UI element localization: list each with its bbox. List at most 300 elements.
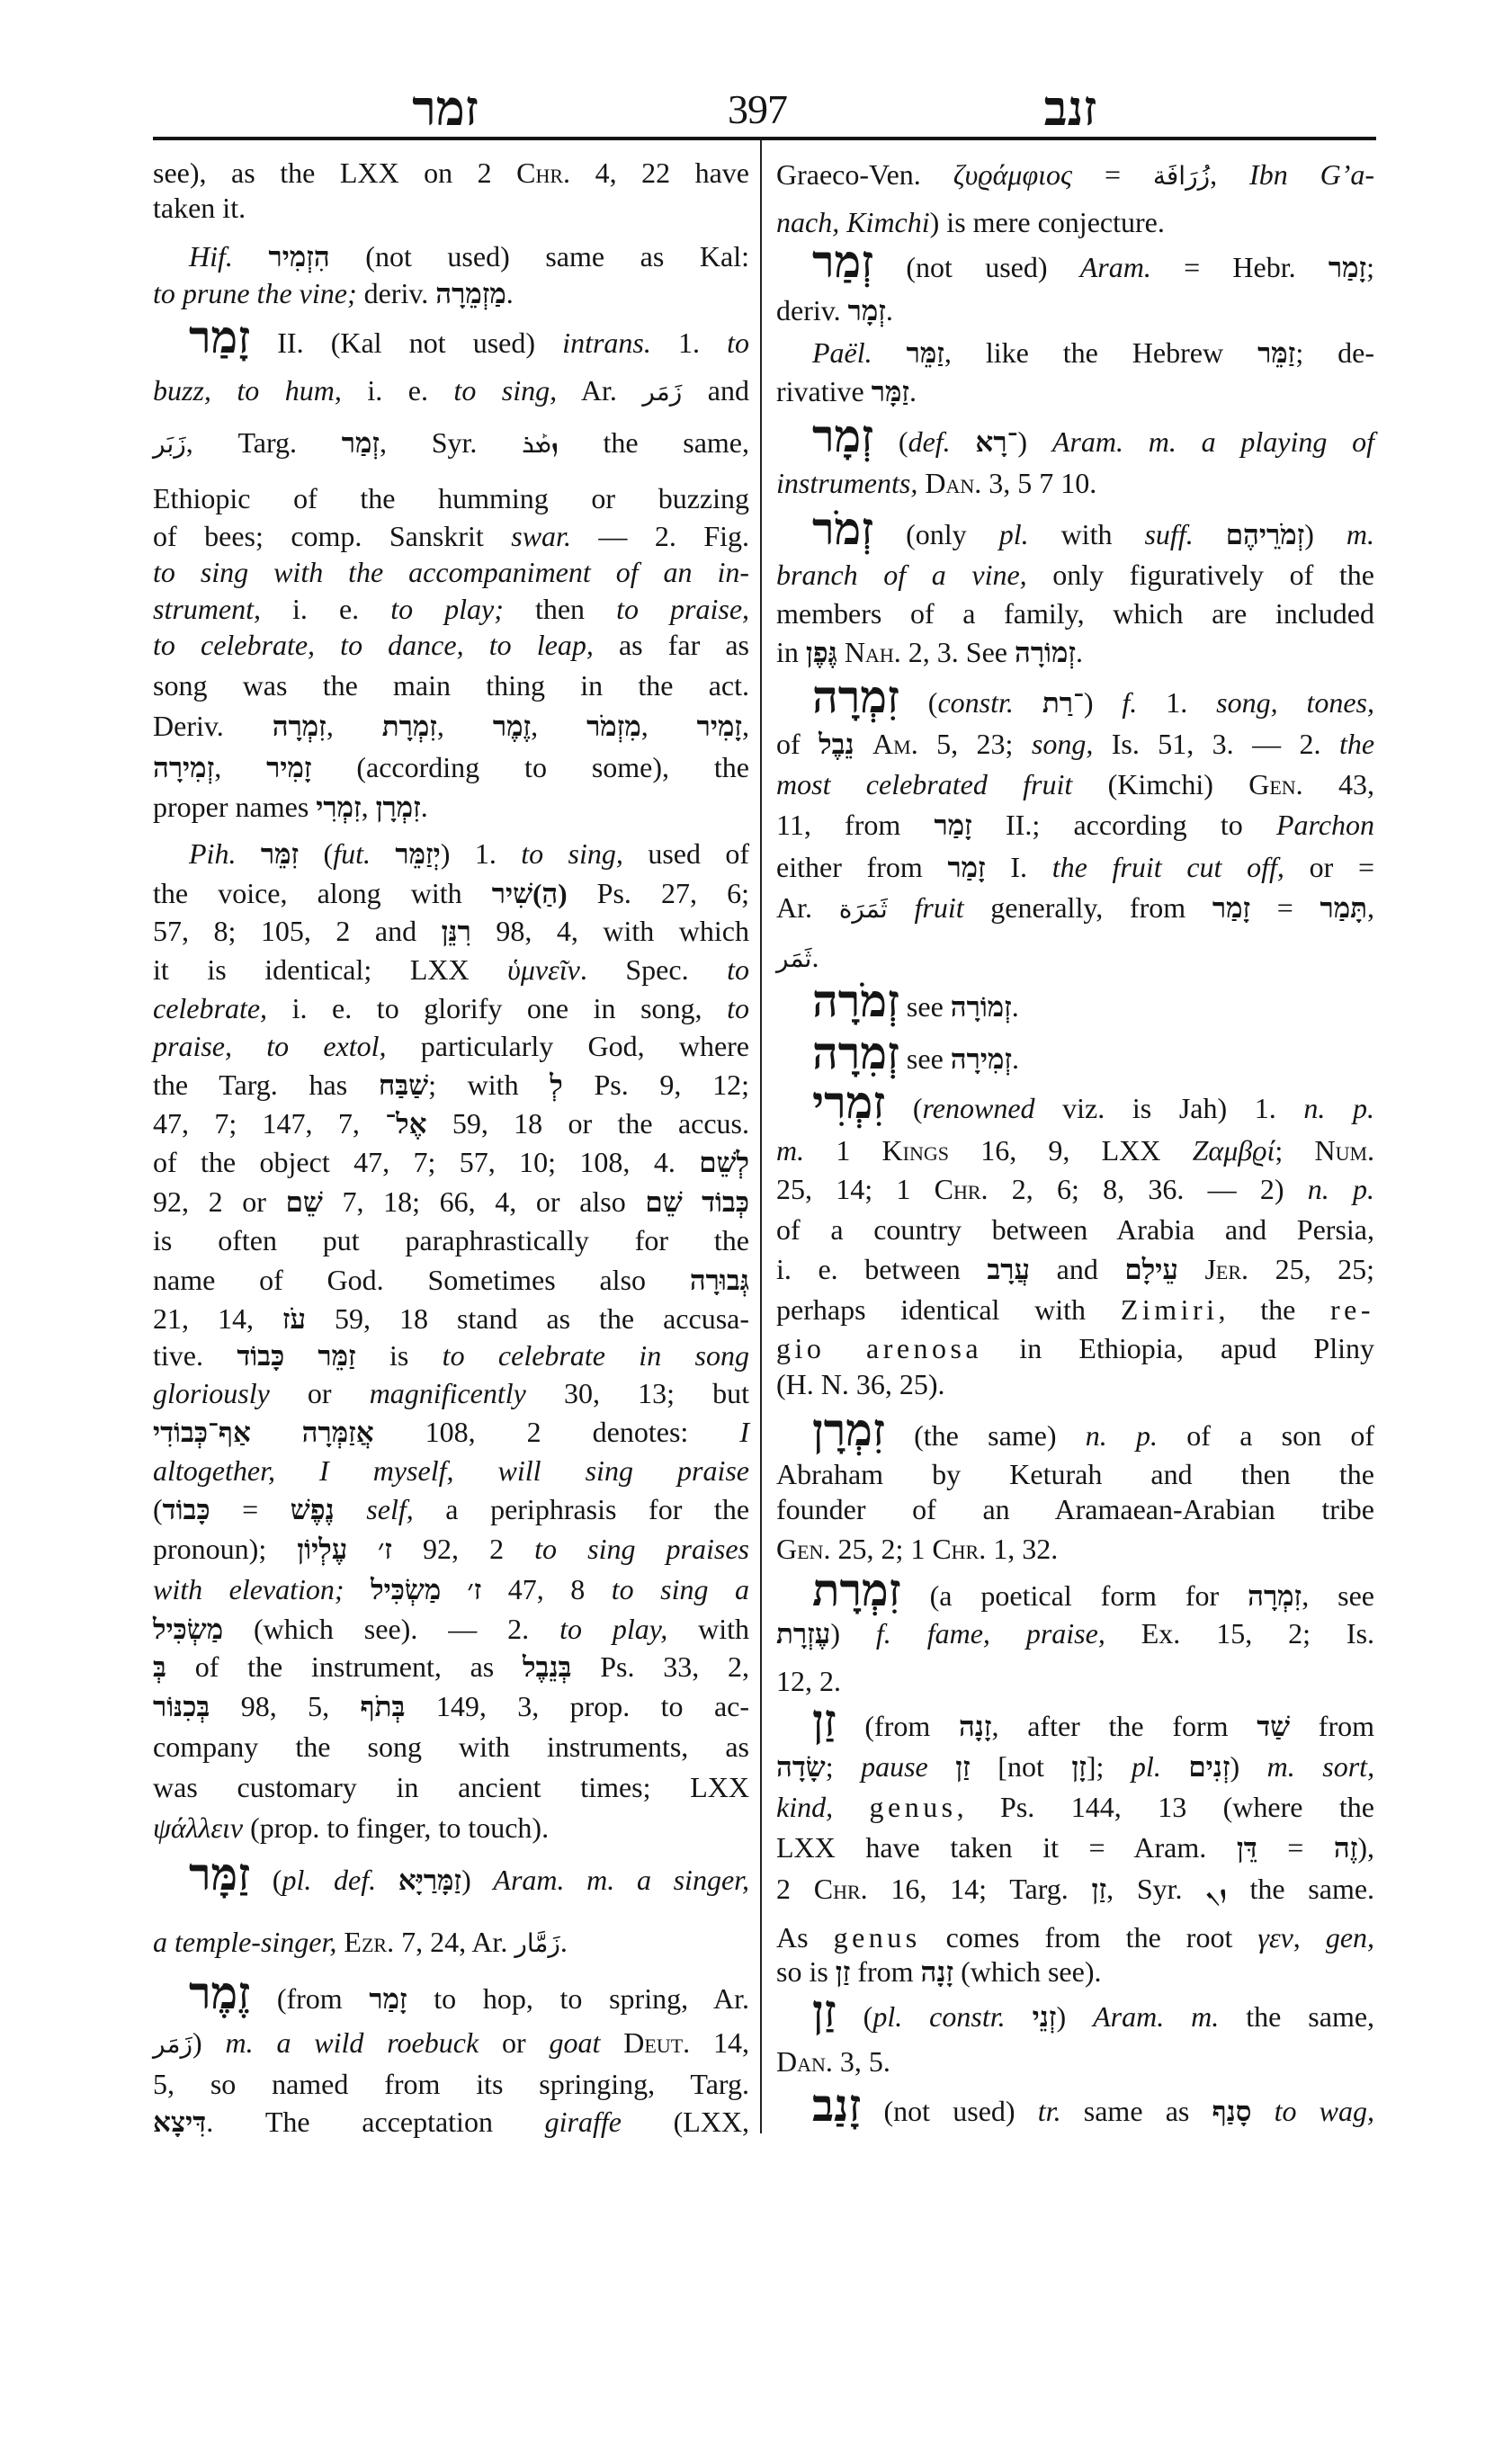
text-run: see xyxy=(899,1042,951,1075)
hebrew-word: זָמַר xyxy=(369,1983,407,2015)
text-run: is xyxy=(355,1339,443,1372)
text-run: . xyxy=(1011,990,1019,1023)
italic-run: Pih. xyxy=(189,837,237,870)
hebrew-word: זָמִיר xyxy=(696,711,743,742)
text-run: to hop, to spring, Ar. xyxy=(407,1982,750,2015)
italic-run: to sing a xyxy=(611,1573,750,1605)
hebrew-word: מִזְמֹר xyxy=(586,711,641,742)
hebrew-word: זַמָּרַיָּא xyxy=(398,1864,462,1896)
italic-run: Ibn G’a- xyxy=(1249,158,1375,191)
text-run: . The acceptation xyxy=(206,2106,545,2138)
text-run xyxy=(888,891,915,924)
text-run: , xyxy=(1210,158,1250,191)
text-line xyxy=(153,834,749,873)
text-run: of the instrument, as xyxy=(166,1650,523,1683)
hebrew-word: זַמֵּר כָּבוֹד xyxy=(237,1340,356,1372)
text-run: (from xyxy=(250,1982,370,2015)
italic-run: to sing, xyxy=(521,837,623,870)
syriac-word: ܙܡܰܪ xyxy=(522,429,559,459)
text-run: (which see). — 2. xyxy=(223,1613,560,1645)
text-line xyxy=(153,2064,749,2104)
italic-run: to play; xyxy=(390,593,504,625)
text-run: [not xyxy=(970,1750,1072,1783)
text-run: ( xyxy=(873,425,908,458)
italic-run: m. sort, xyxy=(1266,1750,1375,1783)
text-run: LXX have taken it = Aram. xyxy=(776,1831,1237,1864)
text-line xyxy=(153,516,749,556)
hebrew-word: זָמַר xyxy=(934,809,972,841)
text-run: ; xyxy=(1366,251,1374,283)
text-run xyxy=(371,837,395,870)
text-line xyxy=(153,625,749,665)
italic-run: pause xyxy=(861,1750,928,1783)
text-run xyxy=(1161,1750,1189,1783)
text-line xyxy=(153,988,749,1028)
text-run: , Syr. xyxy=(380,426,523,459)
hebrew-word: זִמְרָת xyxy=(381,711,437,742)
text-line xyxy=(153,423,749,462)
text-run: , like the Hebrew xyxy=(944,336,1258,369)
arabic-word: ثَمَرَة xyxy=(838,894,888,924)
text-run: was customary in ancient times; LXX xyxy=(153,1771,749,1803)
text-line xyxy=(153,1727,749,1766)
arabic-word: زَمَّار xyxy=(514,1928,560,1958)
hebrew-word: בְּכִנּוֹר xyxy=(153,1691,210,1722)
text-run: (prop. to finger, to touch). xyxy=(243,1811,550,1844)
text-run: II.; according to xyxy=(971,809,1276,841)
italic-run: instruments, xyxy=(776,467,918,499)
italic-run: the xyxy=(1338,728,1375,760)
text-run: II. (Kal not used) xyxy=(250,326,563,359)
text-run: song was the main thing in the act. xyxy=(153,669,749,702)
text-run: (LXX, xyxy=(621,2106,749,2138)
text-run: tive. xyxy=(153,1339,237,1372)
italic-run: gloriously xyxy=(153,1377,270,1409)
text-run: . 3, 5 7 10. xyxy=(974,467,1097,499)
hebrew-word: זֶה xyxy=(1333,1832,1358,1864)
hebrew-word: זִמְרָן xyxy=(375,791,421,823)
text-run: . 2, 6; 8, 36. — 2) xyxy=(980,1173,1308,1205)
text-run: ( xyxy=(899,686,938,719)
text-run: in Ethiopia, apud Pliny xyxy=(982,1332,1374,1364)
text-run: perhaps identical with xyxy=(776,1293,1121,1326)
text-run: see), as the LXX on 2 xyxy=(153,156,517,189)
text-line xyxy=(776,1529,1374,1569)
italic-run: to sing with the accompaniment of an in- xyxy=(153,556,749,588)
text-run: — 2. Fig. xyxy=(570,520,750,552)
text-run: or xyxy=(479,2026,550,2059)
hebrew-word: זְמָר xyxy=(847,295,886,326)
hebrew-word: זָמִיר xyxy=(266,752,312,783)
text-run: 47, 8 xyxy=(481,1573,612,1605)
hebrew-word: זְמַר xyxy=(341,427,380,459)
text-run: 1 xyxy=(804,1134,882,1167)
text-line xyxy=(776,632,1374,672)
text-run xyxy=(1014,686,1042,719)
hebrew-word: נֶפֶשׁ xyxy=(290,1494,335,1525)
syriac-word: ܙܢ xyxy=(1205,1875,1227,1905)
text-run: , xyxy=(436,710,493,742)
entry-line xyxy=(153,1968,750,2018)
text-line xyxy=(776,847,1374,887)
arabic-word: زُرَافَة xyxy=(1152,161,1211,191)
text-line xyxy=(776,155,1374,194)
headword: זַמָּר xyxy=(189,1849,251,1900)
text-run: from xyxy=(850,1955,921,1988)
text-run: . 16, 14; Targ. xyxy=(860,1873,1092,1905)
entry-line xyxy=(776,504,1375,554)
text-run: see xyxy=(899,990,951,1023)
text-run: = Hebr. xyxy=(1150,251,1329,283)
italic-run: to play, xyxy=(559,1613,668,1645)
guide-word-left: זמר xyxy=(412,82,479,136)
text-run xyxy=(233,240,269,273)
text-line xyxy=(776,765,1374,804)
text-run: comes from the root xyxy=(920,1921,1258,1954)
text-run: (not used) same as Kal: xyxy=(329,240,750,273)
text-run: . 1, 32. xyxy=(979,1533,1059,1565)
hebrew-word: מַשְׂכִּיל xyxy=(153,1614,224,1645)
italic-run: Parchon xyxy=(1276,809,1375,841)
text-run: = xyxy=(1257,1831,1334,1864)
text-run: , Ps. 144, 13 (where the xyxy=(956,1791,1375,1823)
hebrew-word: זְמוֹרָה xyxy=(950,991,1012,1023)
entry-line xyxy=(776,672,1375,722)
text-run: Ps. 33, 2, xyxy=(571,1650,750,1683)
text-run: . xyxy=(559,1926,568,1958)
hebrew-word: זְמוֹרָה xyxy=(1014,637,1076,668)
italic-run: constr. xyxy=(937,686,1014,719)
text-run xyxy=(872,336,907,369)
text-run: = xyxy=(1250,891,1320,924)
italic-run: goat xyxy=(549,2026,601,2059)
text-run: . 14, xyxy=(683,2026,750,2059)
text-run: it is identical; LXX xyxy=(153,953,508,986)
hebrew-word: זָנָה xyxy=(920,1956,954,1988)
text-run: Ps. 27, 6; xyxy=(567,877,750,909)
hebrew-word: זָמַר xyxy=(1328,252,1367,283)
hebrew-word: זְמֹרֵיהֶם xyxy=(1225,519,1305,550)
text-line xyxy=(776,888,1374,927)
hebrew-word: שַׁד xyxy=(1257,1711,1291,1742)
text-line xyxy=(776,1661,1374,1701)
text-run: the same, xyxy=(1219,2000,1375,2033)
text-line xyxy=(776,1210,1374,1249)
greek-word: ζυϱάμφιος xyxy=(953,158,1073,191)
spaced-run: re- xyxy=(1330,1293,1375,1326)
text-run: ; xyxy=(1275,1134,1315,1167)
text-run: (from xyxy=(836,1710,959,1742)
text-line xyxy=(776,1869,1374,1909)
text-line xyxy=(776,333,1374,372)
entry-line xyxy=(776,411,1374,461)
text-line xyxy=(776,291,1374,330)
text-run: ) xyxy=(1304,518,1346,550)
text-run: taken it. xyxy=(153,192,246,224)
text-run: , xyxy=(640,710,697,742)
text-run: 149, 3, prop. to ac- xyxy=(405,1690,750,1722)
italic-run: pl. def. xyxy=(282,1864,377,1896)
text-line xyxy=(776,937,1374,977)
entry-line xyxy=(776,1986,1375,2036)
text-run: , Syr. xyxy=(1106,1873,1206,1905)
text-run: and xyxy=(1030,1253,1125,1285)
book-abbrev: Dan xyxy=(925,467,975,499)
hebrew-word: זָנָה xyxy=(958,1711,992,1742)
hebrew-word: דִּיצָא xyxy=(153,2106,207,2138)
text-run: ) xyxy=(1056,2000,1094,2033)
headword: זִמְרָן xyxy=(812,1405,885,1455)
arabic-word: زَمَر xyxy=(153,2029,192,2059)
text-run: . xyxy=(908,375,917,407)
hebrew-word: זָמַר xyxy=(947,852,986,883)
text-run: 59, 18 or the accus. xyxy=(426,1107,750,1140)
text-run: 12, 2. xyxy=(776,1665,841,1697)
hebrew-word: רִנֵּן xyxy=(441,916,471,947)
text-line xyxy=(776,371,1374,411)
hebrew-word: אֲזַמְּרָה אַף־כְּבוֹדִי xyxy=(153,1417,374,1448)
italic-run: Aram. m. a singer, xyxy=(493,1864,750,1896)
italic-run: f. xyxy=(1122,686,1138,719)
text-run: i. e. xyxy=(341,374,454,407)
text-run: , xyxy=(214,751,267,783)
text-run: (a poetical form for xyxy=(900,1579,1248,1612)
text-run xyxy=(833,1791,869,1823)
text-run: ]; xyxy=(1086,1750,1132,1783)
italic-run: fut. xyxy=(333,837,371,870)
greek-word: γεν xyxy=(1257,1921,1293,1954)
headword: זַן xyxy=(812,1986,837,2036)
italic-run: to xyxy=(727,992,749,1024)
headword: זַן xyxy=(812,1695,837,1746)
italic-run: m. xyxy=(776,1134,805,1167)
headword: זְמִרָה xyxy=(812,1028,899,1078)
italic-run: n. p. xyxy=(1307,1173,1375,1205)
book-abbrev: Ezr xyxy=(344,1926,388,1958)
text-run: ; de- xyxy=(1295,336,1375,369)
text-run: 7, 18; 66, 4, or also xyxy=(322,1185,646,1218)
text-run: , see xyxy=(1302,1579,1375,1612)
text-run: deriv. xyxy=(356,277,436,309)
hebrew-word: כְּבוֹד שֵׁם xyxy=(645,1186,750,1218)
italic-run: to celebrate, to dance, to leap, xyxy=(153,629,594,661)
text-run: (the same) xyxy=(884,1419,1086,1452)
text-line xyxy=(153,1609,749,1649)
text-run xyxy=(1251,2095,1274,2127)
text-run: , the xyxy=(1218,1293,1331,1326)
hebrew-word: ז׳ עֶלְיוֹן xyxy=(297,1533,392,1565)
italic-run: tr. xyxy=(1037,2095,1061,2127)
text-line xyxy=(776,1290,1374,1329)
text-run: . 25, 25; xyxy=(1241,1253,1374,1285)
text-run: and xyxy=(682,374,749,407)
text-run: the same. xyxy=(1226,1873,1375,1905)
greek-word: ὑμνεῖν xyxy=(507,953,580,986)
text-run: i. e. xyxy=(261,593,391,625)
text-run: ( xyxy=(299,837,334,870)
text-run: then xyxy=(503,593,617,625)
text-line xyxy=(153,1808,749,1847)
hebrew-word: עֹז xyxy=(282,1303,307,1335)
text-run: of a country between Arabia and Persia, xyxy=(776,1213,1374,1246)
headword: זָנַב xyxy=(812,2080,862,2131)
text-line xyxy=(153,237,749,276)
book-abbrev: Chr xyxy=(934,1173,981,1205)
text-run: . xyxy=(1367,1134,1375,1167)
hebrew-word: זִמְרָה xyxy=(1248,1580,1302,1612)
hebrew-word: שָׂדָה xyxy=(776,1751,826,1783)
headword: זְמֹרָה xyxy=(812,976,899,1026)
hebrew-word: זְמִירָה xyxy=(153,752,215,783)
italic-run: to xyxy=(727,326,750,359)
text-run: rivative xyxy=(776,375,872,407)
italic-run: to praise, xyxy=(616,593,750,625)
book-abbrev: Am xyxy=(872,728,911,760)
text-run: the voice, along with xyxy=(153,877,492,909)
book-abbrev: Chr xyxy=(932,1533,980,1565)
headword: זֶמֶר xyxy=(189,1968,251,2018)
text-run: , xyxy=(361,791,376,823)
book-abbrev: Jer xyxy=(1204,1253,1242,1285)
text-line xyxy=(153,1182,749,1221)
text-run: 98, 4, with which xyxy=(470,915,750,947)
text-line xyxy=(153,1922,749,1962)
hebrew-word: זֶמֶר xyxy=(492,711,532,742)
entry-line xyxy=(153,1849,750,1900)
hebrew-word: זַן xyxy=(835,1956,851,1988)
text-run: 59, 18 stand as the accusa- xyxy=(306,1302,750,1335)
text-run: Ps. 9, 12; xyxy=(562,1069,750,1101)
text-run: , xyxy=(531,710,587,742)
book-abbrev: Gen xyxy=(1248,768,1296,800)
hebrew-word: לְ xyxy=(550,1069,563,1101)
hebrew-word: גֶּפֶן xyxy=(805,637,837,668)
entry-line xyxy=(776,1565,1375,1615)
text-run: 30, 13; but xyxy=(525,1377,750,1409)
hebrew-word: שֵׁם xyxy=(285,1186,323,1218)
italic-run: suff. xyxy=(1144,518,1194,550)
text-run: (which see). xyxy=(953,1955,1102,1988)
text-run: 2 xyxy=(776,1873,814,1905)
text-line xyxy=(776,1454,1374,1494)
text-run: ) xyxy=(461,1864,494,1896)
arabic-word: زَمَر xyxy=(642,377,683,407)
spaced-run: Zimiri xyxy=(1120,1293,1219,1326)
italic-run: Aram. m. a playing of xyxy=(1051,425,1374,458)
text-run xyxy=(1178,1253,1205,1285)
text-run: 108, 2 denotes: xyxy=(373,1416,740,1448)
hebrew-word: עֶזְרָת xyxy=(776,1618,831,1650)
text-run: , xyxy=(326,710,382,742)
text-run: . xyxy=(1076,636,1083,668)
italic-run: pl. xyxy=(1131,1750,1161,1783)
text-run: (only xyxy=(873,518,999,550)
text-line xyxy=(776,1614,1374,1653)
text-line xyxy=(153,1299,749,1338)
text-run: members of a family, which are included xyxy=(776,597,1374,630)
text-line xyxy=(153,1260,749,1300)
text-run xyxy=(837,636,845,668)
book-abbrev: Gen xyxy=(776,1533,824,1565)
hebrew-word: בְּנֵבֶל xyxy=(523,1651,572,1683)
text-line xyxy=(153,1569,749,1609)
text-line xyxy=(153,371,749,410)
text-line xyxy=(153,747,749,787)
italic-run: nach, Kimchi xyxy=(776,206,930,238)
text-run: of the object 47, 7; 57, 10; 108, 4. xyxy=(153,1146,700,1178)
text-run: . 5, 23; xyxy=(910,728,1032,760)
text-run: ) is mere conjecture. xyxy=(929,206,1165,238)
hebrew-word: זַמָּר xyxy=(871,376,909,407)
text-run: pronoun); xyxy=(153,1533,298,1565)
arabic-word: ثَمَر xyxy=(776,943,812,973)
text-run: ( xyxy=(250,1864,282,1896)
text-run: As xyxy=(776,1921,834,1954)
italic-run: with elevation; xyxy=(153,1573,344,1605)
text-run: company the song with instruments, as xyxy=(153,1730,749,1763)
hebrew-word: בְּתֹף xyxy=(360,1691,406,1722)
italic-run: m. xyxy=(1346,518,1375,550)
text-run: particularly God, where xyxy=(386,1030,750,1062)
text-line xyxy=(153,1451,749,1490)
italic-run: kind, xyxy=(776,1791,834,1823)
text-run xyxy=(1006,2000,1033,2033)
text-run: from xyxy=(1290,1710,1374,1742)
text-run: ( xyxy=(885,1092,923,1124)
text-run: I. xyxy=(985,851,1052,883)
spaced-run: genus xyxy=(833,1921,921,1954)
text-run: the Targ. has xyxy=(153,1069,379,1101)
hebrew-word: עֵילָם xyxy=(1124,1254,1178,1285)
text-line xyxy=(776,1952,1374,1991)
italic-run: to wag, xyxy=(1274,2095,1374,2127)
italic-run: to celebrate in song xyxy=(442,1339,750,1372)
text-run: 92, 2 or xyxy=(153,1185,286,1218)
text-run: 25, 14; 1 xyxy=(776,1173,935,1205)
headword: זָמַר xyxy=(189,312,251,362)
text-run: so is xyxy=(776,1955,836,1988)
italic-run: f. fame, praise, xyxy=(875,1617,1105,1650)
book-abbrev: Chr xyxy=(813,1873,861,1905)
italic-run: magnificently xyxy=(369,1377,526,1409)
text-run xyxy=(951,425,976,458)
text-run xyxy=(1194,518,1226,550)
hebrew-word: זַמֵּר xyxy=(1257,337,1296,369)
text-run: , Targ. xyxy=(185,426,342,459)
text-run: ) xyxy=(192,2026,226,2059)
page-number: 397 xyxy=(728,86,787,132)
text-line xyxy=(153,478,749,518)
italic-run: swar. xyxy=(511,520,571,552)
text-run: ) xyxy=(1083,686,1123,719)
text-run: 11, from xyxy=(776,809,935,841)
entry-line xyxy=(776,1405,1375,1455)
text-run: . Spec. xyxy=(579,953,728,986)
text-line xyxy=(153,1489,749,1529)
text-run: . 25, 2; 1 xyxy=(823,1533,933,1565)
italic-run: n. p. xyxy=(1085,1419,1159,1452)
italic-run: to xyxy=(727,953,750,986)
text-line xyxy=(153,1142,749,1182)
text-run: (Kimchi) xyxy=(1072,768,1249,800)
text-line xyxy=(153,153,749,192)
arabic-word: زَبَر xyxy=(153,429,186,459)
italic-run: to sing praises xyxy=(534,1533,749,1565)
entry-line xyxy=(153,312,750,362)
text-line xyxy=(153,273,749,313)
text-line xyxy=(153,1026,749,1066)
hebrew-word: הִזְמִיר xyxy=(268,241,330,273)
